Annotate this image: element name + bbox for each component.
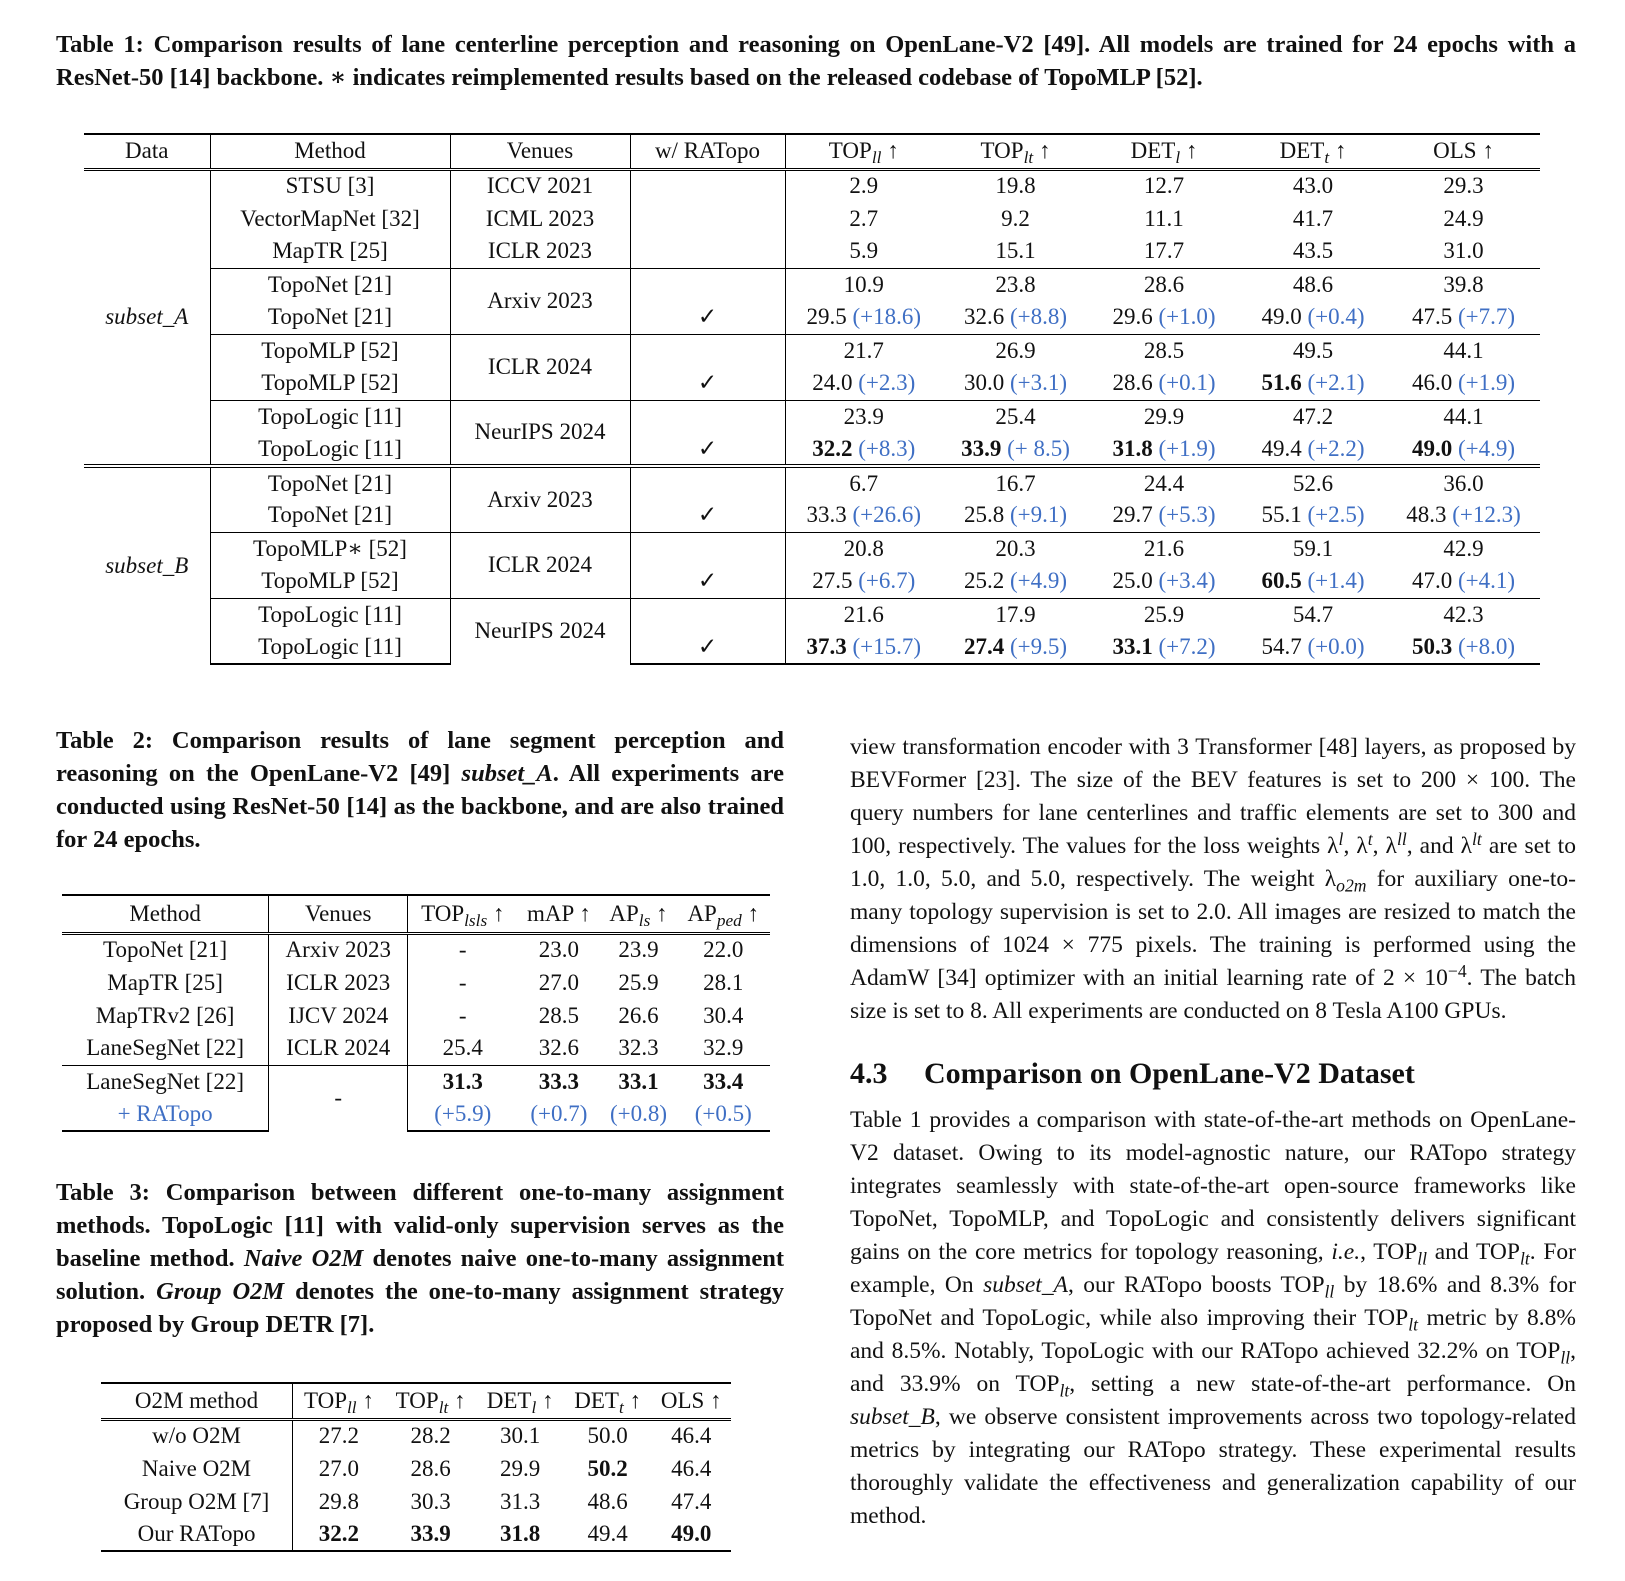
table-cell: 32.6 bbox=[538, 1035, 579, 1061]
section-number: 4.3 bbox=[850, 1057, 888, 1090]
table-row bbox=[101, 1452, 731, 1485]
metric-value: 20.3 bbox=[942, 532, 1089, 565]
metric-value: 33.1 bbox=[600, 1065, 676, 1098]
metric-value: 30.3 bbox=[410, 1488, 451, 1514]
table-cell: 27.0 bbox=[538, 969, 579, 995]
table-cell: ICLR 2024 bbox=[269, 1032, 408, 1065]
table2-header-cell: $AP_{ped}$ ↑ bbox=[676, 895, 770, 933]
table-row bbox=[84, 334, 1540, 367]
method-name: MapTRv2 [26] bbox=[95, 1002, 235, 1028]
method-name: TopoLogic [11] bbox=[210, 400, 450, 433]
metric-value: 28.6 bbox=[410, 1455, 451, 1481]
metric-value: 49.0 (+0.4) bbox=[1261, 304, 1365, 330]
ratopo-check bbox=[630, 202, 785, 235]
metric-value: 21.7 bbox=[785, 334, 942, 367]
metric-value: 27.4 (+9.5) bbox=[942, 631, 1089, 664]
metric-value: 48.6 bbox=[1239, 268, 1387, 301]
table1-header-cell: Venues bbox=[450, 134, 630, 169]
table3-header-cell: $TOP_{ll}$ ↑ bbox=[293, 1383, 385, 1419]
metric-value: 11.1 bbox=[1144, 205, 1184, 231]
metric-value: 25.4 bbox=[942, 400, 1089, 433]
metric-value: 17.7 bbox=[1143, 238, 1185, 264]
table1 bbox=[84, 133, 1540, 665]
metric-value: 32.2 (+8.3) bbox=[785, 433, 942, 466]
table-row bbox=[101, 1419, 731, 1452]
table2-header-cell: mAP ↑ bbox=[517, 895, 600, 933]
metric-value: 24.4 bbox=[1089, 466, 1239, 499]
table-row bbox=[101, 1518, 731, 1551]
table-row bbox=[84, 400, 1540, 433]
metric-value: 44.1 bbox=[1387, 400, 1540, 433]
table2-header-cell: $AP_{ls}$ ↑ bbox=[600, 895, 676, 933]
metric-value: 31.8 (+1.9) bbox=[1112, 435, 1216, 461]
table-cell: 23.9 bbox=[618, 937, 659, 963]
venue-cell: ICML 2023 bbox=[450, 202, 630, 235]
metric-value: 33.4 bbox=[676, 1065, 770, 1098]
metric-value: 51.6 (+2.1) bbox=[1261, 370, 1365, 396]
table1-header-cell: OLS ↑ bbox=[1387, 134, 1540, 169]
table-cell: 30.4 bbox=[703, 1002, 744, 1028]
metric-value: 48.3 (+12.3) bbox=[1406, 502, 1521, 528]
metric-value: 28.2 bbox=[410, 1423, 451, 1449]
metric-value: 31.8 bbox=[476, 1518, 564, 1551]
data-subset-label: subset_B bbox=[84, 466, 210, 664]
method-name: LaneSegNet [22] bbox=[86, 1035, 244, 1061]
method-name: TopoLogic [11] bbox=[210, 598, 450, 631]
metric-value: 54.7 (+0.0) bbox=[1239, 631, 1387, 664]
venue-cell: Arxiv 2023 bbox=[450, 466, 630, 532]
table-row bbox=[84, 301, 1540, 334]
table-row bbox=[84, 433, 1540, 466]
table-row bbox=[84, 532, 1540, 565]
metric-value: 49.0 bbox=[651, 1518, 731, 1551]
metric-value: 33.3 (+26.6) bbox=[785, 499, 942, 532]
metric-value: 6.7 bbox=[785, 466, 942, 499]
table2-header-cell: $TOP_{lsls}$ ↑ bbox=[408, 895, 517, 933]
metric-value: 55.1 (+2.5) bbox=[1261, 502, 1365, 528]
metric-value: 15.1 bbox=[995, 238, 1036, 264]
method-name: TopoLogic [11] bbox=[210, 433, 450, 466]
method-name: Our RATopo bbox=[101, 1518, 293, 1551]
ratopo-check bbox=[630, 598, 785, 631]
metric-value: 26.9 bbox=[942, 334, 1089, 367]
metric-value: 33.9 bbox=[385, 1518, 477, 1551]
table-row bbox=[84, 565, 1540, 598]
metric-value: 33.1 (+7.2) bbox=[1089, 631, 1239, 664]
metric-value: 30.0 (+3.1) bbox=[963, 370, 1068, 396]
metric-value: 39.8 bbox=[1387, 268, 1540, 301]
table-cell: 23.0 bbox=[538, 937, 579, 963]
table1-caption: Table 1: Comparison results of lane centerline perception and reasoning on OpenLane-V2 [49]. All models are trained for 24 epochs with a ResNet-50 [14] backbone. ∗ indicates reimplemented results based on the released codebase of TopoMLP [52]. bbox=[56, 31, 1576, 91]
ratopo-check: ✓ bbox=[630, 367, 785, 400]
metric-value: 29.7 (+5.3) bbox=[1112, 502, 1216, 528]
metric-value: 23.9 bbox=[785, 400, 942, 433]
right-column-text bbox=[850, 731, 1576, 1533]
table3 bbox=[101, 1382, 731, 1552]
metric-value: 33.9 (+ 8.5) bbox=[961, 435, 1070, 461]
metric-value: 47.4 bbox=[671, 1488, 712, 1514]
table-cell: IJCV 2024 bbox=[269, 999, 408, 1032]
ratopo-check: ✓ bbox=[630, 301, 785, 334]
metric-gain: (+0.8) bbox=[600, 1098, 676, 1131]
table1-header-cell: $DET_t$ ↑ bbox=[1239, 134, 1387, 169]
method-name: Naive O2M bbox=[141, 1455, 252, 1481]
metric-value: 29.6 (+1.0) bbox=[1112, 304, 1216, 330]
table-cell: 26.6 bbox=[618, 1002, 659, 1028]
metric-value: 29.9 bbox=[1089, 400, 1239, 433]
table3-header-cell: O2M method bbox=[101, 1383, 293, 1419]
method-name: TopoMLP [52] bbox=[210, 565, 450, 598]
metric-value: 2.9 bbox=[785, 169, 942, 202]
metric-value: 25.2 (+4.9) bbox=[963, 568, 1068, 594]
table-cell: 32.3 bbox=[618, 1035, 659, 1061]
metric-value: 54.7 bbox=[1239, 598, 1387, 631]
metric-value: 50.0 bbox=[587, 1423, 628, 1449]
method-name: MapTR [25] bbox=[210, 235, 450, 268]
metric-value: 44.1 bbox=[1387, 334, 1540, 367]
metric-value: 36.0 bbox=[1387, 466, 1540, 499]
metric-value: 29.3 bbox=[1387, 169, 1540, 202]
metric-value: 49.4 bbox=[564, 1518, 652, 1551]
table-row bbox=[62, 1098, 770, 1131]
metric-value: 25.0 (+3.4) bbox=[1112, 568, 1216, 594]
method-name: TopoNet [21] bbox=[210, 301, 450, 334]
table-row bbox=[84, 367, 1540, 400]
method-name: VectorMapNet [32] bbox=[210, 202, 450, 235]
ratopo-check: ✓ bbox=[630, 499, 785, 532]
metric-value: 47.0 (+4.1) bbox=[1411, 568, 1516, 594]
metric-value: 47.2 bbox=[1239, 400, 1387, 433]
metric-value: 17.9 bbox=[942, 598, 1089, 631]
method-name: LaneSegNet [22] bbox=[62, 1065, 269, 1098]
method-name: TopoLogic [11] bbox=[210, 631, 450, 664]
ratopo-check bbox=[630, 334, 785, 367]
table-row bbox=[101, 1485, 731, 1518]
table2 bbox=[62, 894, 770, 1132]
table-cell: 25.9 bbox=[618, 969, 659, 995]
table-row bbox=[62, 933, 770, 966]
ratopo-check: ✓ bbox=[630, 433, 785, 466]
metric-value: 21.6 bbox=[785, 598, 942, 631]
table2-header-cell: Venues bbox=[269, 895, 408, 933]
metric-value: 32.6 (+8.8) bbox=[963, 304, 1068, 330]
ratopo-check bbox=[630, 466, 785, 499]
metric-value: 37.3 (+15.7) bbox=[785, 631, 942, 664]
metric-value: 19.8 bbox=[942, 169, 1089, 202]
metric-gain: (+0.5) bbox=[676, 1098, 770, 1131]
table-cell: 22.0 bbox=[703, 937, 744, 963]
table-row bbox=[62, 1032, 770, 1065]
table-row bbox=[84, 169, 1540, 202]
metric-value: 49.4 (+2.2) bbox=[1261, 435, 1365, 461]
method-name: TopoNet [21] bbox=[210, 466, 450, 499]
table1-header-cell: $TOP_{lt}$ ↑ bbox=[942, 134, 1089, 169]
table1-header-cell: Method bbox=[210, 134, 450, 169]
table-row bbox=[62, 1065, 770, 1098]
metric-value: 25.9 bbox=[1089, 598, 1239, 631]
metric-gain: (+5.9) bbox=[408, 1098, 517, 1131]
table-row bbox=[62, 966, 770, 999]
table-row bbox=[84, 466, 1540, 499]
metric-value: 42.9 bbox=[1387, 532, 1540, 565]
table-row bbox=[62, 999, 770, 1032]
table2-caption: Table 2: Comparison results of lane segment perception and reasoning on the OpenLane-V2 [49] subset_A. All experiments are conducted using ResNet-50 [14] as the backbone, and are also trained for 24 epochs. bbox=[56, 727, 784, 853]
method-name: TopoMLP [52] bbox=[210, 367, 450, 400]
ratopo-check bbox=[630, 532, 785, 565]
paragraph-comparison: Table 1 provides a comparison with state-of-the-art methods on OpenLane-V2 dataset. Owing to its model-agnostic nature, our RATopo strategy integrates seamlessly with state-of-the-art open-source frameworks like TopoNet, TopoMLP, and TopoLogic and consistently delivers significant gains on the core metrics for topology reasoning, i.e., $TOP_{ll}$ and $TOP_{lt}$. For example, On subset_A, our RATopo boosts $TOP_{ll}$ by 18.6% and 8.3% for TopoNet and TopoLogic, while also improving their $TOP_{lt}$ metric by 8.8% and 8.5%. Notably, TopoLogic with our RATopo achieved 32.2% on $TOP_{ll}$, and 33.9% on $TOP_{lt}$, setting a new state-of-the-art performance. On subset_B, we observe consistent improvements across two topology-related metrics by integrating our RATopo strategy. These experimental results thoroughly validate the effectiveness and generalization capability of our method. bbox=[850, 1107, 1576, 1529]
metric-value: 23.8 bbox=[942, 268, 1089, 301]
table-cell: 25.4 bbox=[408, 1032, 517, 1065]
table-cell: 28.5 bbox=[538, 1002, 579, 1028]
metric-value: 48.6 bbox=[587, 1488, 628, 1514]
method-name: TopoNet [21] bbox=[210, 268, 450, 301]
method-name: TopoNet [21] bbox=[103, 937, 228, 963]
metric-value: 43.5 bbox=[1292, 238, 1334, 264]
venue-cell: Arxiv 2023 bbox=[450, 268, 630, 334]
table-cell: 32.9 bbox=[703, 1035, 744, 1061]
method-name: w/o O2M bbox=[152, 1423, 241, 1449]
table-row bbox=[84, 202, 1540, 235]
method-name: STSU [3] bbox=[210, 169, 450, 202]
metric-value: 28.6 (+0.1) bbox=[1112, 370, 1216, 396]
table-cell: ICLR 2023 bbox=[269, 966, 408, 999]
metric-value: 20.8 bbox=[785, 532, 942, 565]
metric-value: 25.8 (+9.1) bbox=[963, 502, 1068, 528]
table2-header-cell: Method bbox=[62, 895, 269, 933]
metric-value: 12.7 bbox=[1089, 169, 1239, 202]
venue-cell: NeurIPS 2024 bbox=[450, 400, 630, 466]
table3-header-cell: $TOP_{lt}$ ↑ bbox=[385, 1383, 477, 1419]
venue-cell: ICCV 2021 bbox=[450, 169, 630, 202]
metric-value: 28.6 bbox=[1089, 268, 1239, 301]
metric-value: 59.1 bbox=[1239, 532, 1387, 565]
ratopo-check bbox=[630, 235, 785, 268]
table1-header-cell: $TOP_{ll}$ ↑ bbox=[785, 134, 942, 169]
ratopo-check bbox=[630, 268, 785, 301]
section-title: Comparison on OpenLane-V2 Dataset bbox=[924, 1057, 1415, 1090]
method-name: TopoMLP [52] bbox=[210, 334, 450, 367]
metric-value: 24.9 bbox=[1443, 205, 1484, 231]
table3-caption: Table 3: Comparison between different one-to-many assignment methods. TopoLogic [11] with valid-only supervision serves as the baseline method. Naive O2M denotes naive one-to-many assignment solution. Group O2M denotes the one-to-many assignment strategy proposed by Group DETR [7]. bbox=[56, 1179, 784, 1338]
metric-value: 29.9 bbox=[500, 1455, 541, 1481]
metric-value: 50.2 bbox=[587, 1455, 628, 1481]
table1-header-cell: Data bbox=[84, 134, 210, 169]
metric-value: 47.5 (+7.7) bbox=[1411, 304, 1516, 330]
metric-value: 50.3 (+8.0) bbox=[1387, 631, 1540, 664]
table3-header-cell: OLS ↑ bbox=[651, 1383, 731, 1419]
metric-value: 49.0 (+4.9) bbox=[1411, 435, 1516, 461]
metric-value: 9.2 bbox=[1001, 205, 1030, 231]
table3-header-cell: $DET_l$ ↑ bbox=[476, 1383, 564, 1419]
metric-value: 29.5 (+18.6) bbox=[785, 301, 942, 334]
table-cell: 28.1 bbox=[703, 969, 744, 995]
table-row bbox=[84, 631, 1540, 664]
metric-value: 46.4 bbox=[671, 1455, 712, 1481]
metric-value: 21.6 bbox=[1089, 532, 1239, 565]
method-name: TopoMLP∗ [52] bbox=[210, 532, 450, 565]
venue-cell: ICLR 2023 bbox=[450, 235, 630, 268]
table-row bbox=[84, 235, 1540, 268]
metric-value: 30.1 bbox=[500, 1423, 541, 1449]
ratopo-check: ✓ bbox=[630, 565, 785, 598]
metric-value: 32.2 bbox=[293, 1518, 385, 1551]
metric-value: 60.5 (+1.4) bbox=[1261, 568, 1365, 594]
metric-value: 27.2 bbox=[293, 1419, 385, 1452]
paragraph-implementation: view transformation encoder with 3 Transformer [48] layers, as proposed by BEVFormer [23]. The size of the BEV features is set to 200 × 100. The query numbers for lane centerlines and traffic elements are set to 300 and 100, respectively. The values for the loss weights $\lambda^l$, $\lambda^t$, $\lambda^{ll}$, and $\lambda^{lt}$ are set to 1.0, 1.0, 5.0, and 5.0, respectively. The weight $\lambda_{o2m}$ for auxiliary one-to-many topology supervision is set to 2.0. All images are resized to match the dimensions of 1024 × 775 pixels. The training is performed using the AdamW [34] optimizer with an initial learning rate of $2 \times 10^{-4}$. The batch size is set to 8. All experiments are conducted on 8 Tesla A100 GPUs. bbox=[850, 734, 1576, 1024]
method-name: TopoNet [21] bbox=[210, 499, 450, 532]
metric-value: 42.3 bbox=[1387, 598, 1540, 631]
metric-value: 10.9 bbox=[785, 268, 942, 301]
ratopo-check bbox=[630, 169, 785, 202]
ratopo-check: ✓ bbox=[630, 631, 785, 664]
metric-value: 24.0 (+2.3) bbox=[785, 367, 942, 400]
table3-header-cell: $DET_t$ ↑ bbox=[564, 1383, 652, 1419]
venue-cell: ICLR 2024 bbox=[450, 532, 630, 598]
table1-header-cell: w/ RATopo bbox=[630, 134, 785, 169]
table-cell: - bbox=[408, 966, 517, 999]
metric-value: 31.0 bbox=[1443, 238, 1484, 264]
metric-gain: (+0.7) bbox=[517, 1098, 600, 1131]
metric-value: 52.6 bbox=[1239, 466, 1387, 499]
metric-value: 49.5 bbox=[1239, 334, 1387, 367]
table-row bbox=[84, 598, 1540, 631]
venue-cell: NeurIPS 2024 bbox=[450, 598, 630, 664]
ratopo-check bbox=[630, 400, 785, 433]
metric-value: 28.5 bbox=[1089, 334, 1239, 367]
metric-value: 16.7 bbox=[942, 466, 1089, 499]
metric-value: 5.9 bbox=[785, 235, 942, 268]
metric-value: 2.7 bbox=[785, 202, 942, 235]
metric-value: 33.3 bbox=[517, 1065, 600, 1098]
metric-value: 31.3 bbox=[500, 1488, 541, 1514]
metric-value: 31.3 bbox=[408, 1065, 517, 1098]
metric-value: 29.8 bbox=[293, 1485, 385, 1518]
table-row bbox=[84, 499, 1540, 532]
metric-value: 43.0 bbox=[1239, 169, 1387, 202]
table-row bbox=[84, 268, 1540, 301]
data-subset-label: subset_A bbox=[84, 169, 210, 466]
metric-value: 46.0 (+1.9) bbox=[1411, 370, 1516, 396]
section-heading bbox=[850, 1054, 1576, 1094]
table-cell: Arxiv 2023 bbox=[269, 933, 408, 966]
metric-value: 27.5 (+6.7) bbox=[785, 565, 942, 598]
table-cell: - bbox=[408, 999, 517, 1032]
metric-value: 46.4 bbox=[671, 1423, 712, 1449]
method-name: Group O2M [7] bbox=[123, 1488, 270, 1514]
table-cell: - bbox=[408, 933, 517, 966]
venue-cell: ICLR 2024 bbox=[450, 334, 630, 400]
venue-cell: - bbox=[269, 1065, 408, 1131]
metric-value: 41.7 bbox=[1292, 205, 1334, 231]
method-name: + RATopo bbox=[62, 1098, 269, 1131]
metric-value: 27.0 bbox=[293, 1452, 385, 1485]
method-name: MapTR [25] bbox=[107, 969, 223, 995]
table1-header-cell: $DET_l$ ↑ bbox=[1089, 134, 1239, 169]
